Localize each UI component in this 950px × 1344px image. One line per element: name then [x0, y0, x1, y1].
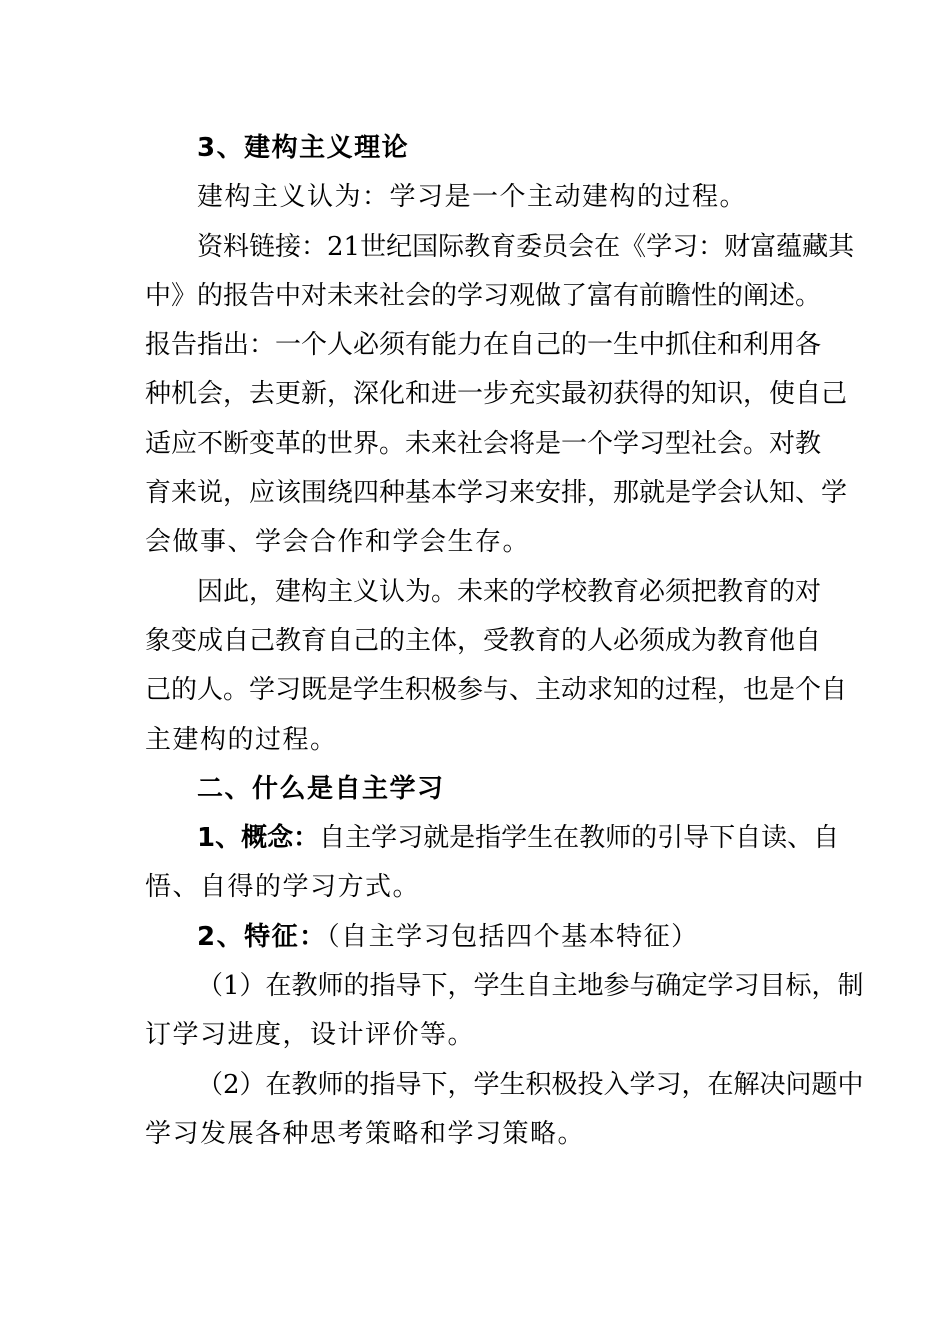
- section-2-heading: 二、什么是自主学习: [197, 773, 445, 804]
- paragraph-line: 育来说，应该围绕四种基本学习来安排，那就是学会认知、学: [145, 478, 848, 509]
- feature-item-1: （1）在教师的指导下，学生自主地参与确定学习目标，制: [197, 971, 864, 1002]
- paragraph-line: 悟、自得的学习方式。: [145, 872, 421, 903]
- paragraph-line: 学习发展各种思考策略和学习策略。: [145, 1118, 586, 1149]
- concept-line: [145, 814, 840, 863]
- document-page: [145, 124, 864, 1159]
- section-3-heading: 3、建构主义理论: [197, 133, 410, 163]
- paragraph-line: 象变成自己教育自己的主体，受教育的人必须成为教育他自: [145, 625, 822, 656]
- feature-item-2: （2）在教师的指导下，学生积极投入学习，在解决问题中: [197, 1069, 864, 1100]
- feature-line: [145, 913, 807, 962]
- feature-label: 2、特征：: [197, 921, 327, 952]
- paragraph-line: 己的人。学习既是学生积极参与、主动求知的过程，也是个自: [145, 675, 848, 706]
- paragraph-line: 种机会，去更新，深化和进一步充实最初获得的知识，使自己: [145, 379, 848, 410]
- paragraph-line: 中》的报告中对未来社会的学习观做了富有前瞻性的阐述。: [145, 280, 822, 311]
- paragraph-line: 会做事、学会合作和学会生存。: [145, 527, 531, 558]
- feature-text: （自主学习包括四个基本特征）: [326, 921, 699, 952]
- concept-text: 自主学习就是指学生在教师的引导下自读、自: [319, 823, 840, 854]
- paragraph-line: 订学习进度，设计评价等。: [145, 1020, 476, 1051]
- paragraph-line: 报告指出：一个人必须有能力在自己的一生中抓住和利用各: [145, 330, 822, 361]
- paragraph-line: 主建构的过程。: [145, 724, 338, 755]
- paragraph-line: 建构主义认为：学习是一个主动建构的过程。: [197, 182, 748, 213]
- concept-label: 1、概念：: [197, 823, 320, 854]
- paragraph-line: 资料链接：21世纪国际教育委员会在《学习：财富蕴藏其: [197, 231, 855, 262]
- paragraph-line: 因此，建构主义认为。未来的学校教育必须把教育的对: [197, 576, 822, 607]
- paragraph-line: 适应不断变革的世界。未来社会将是一个学习型社会。对教: [145, 428, 822, 459]
